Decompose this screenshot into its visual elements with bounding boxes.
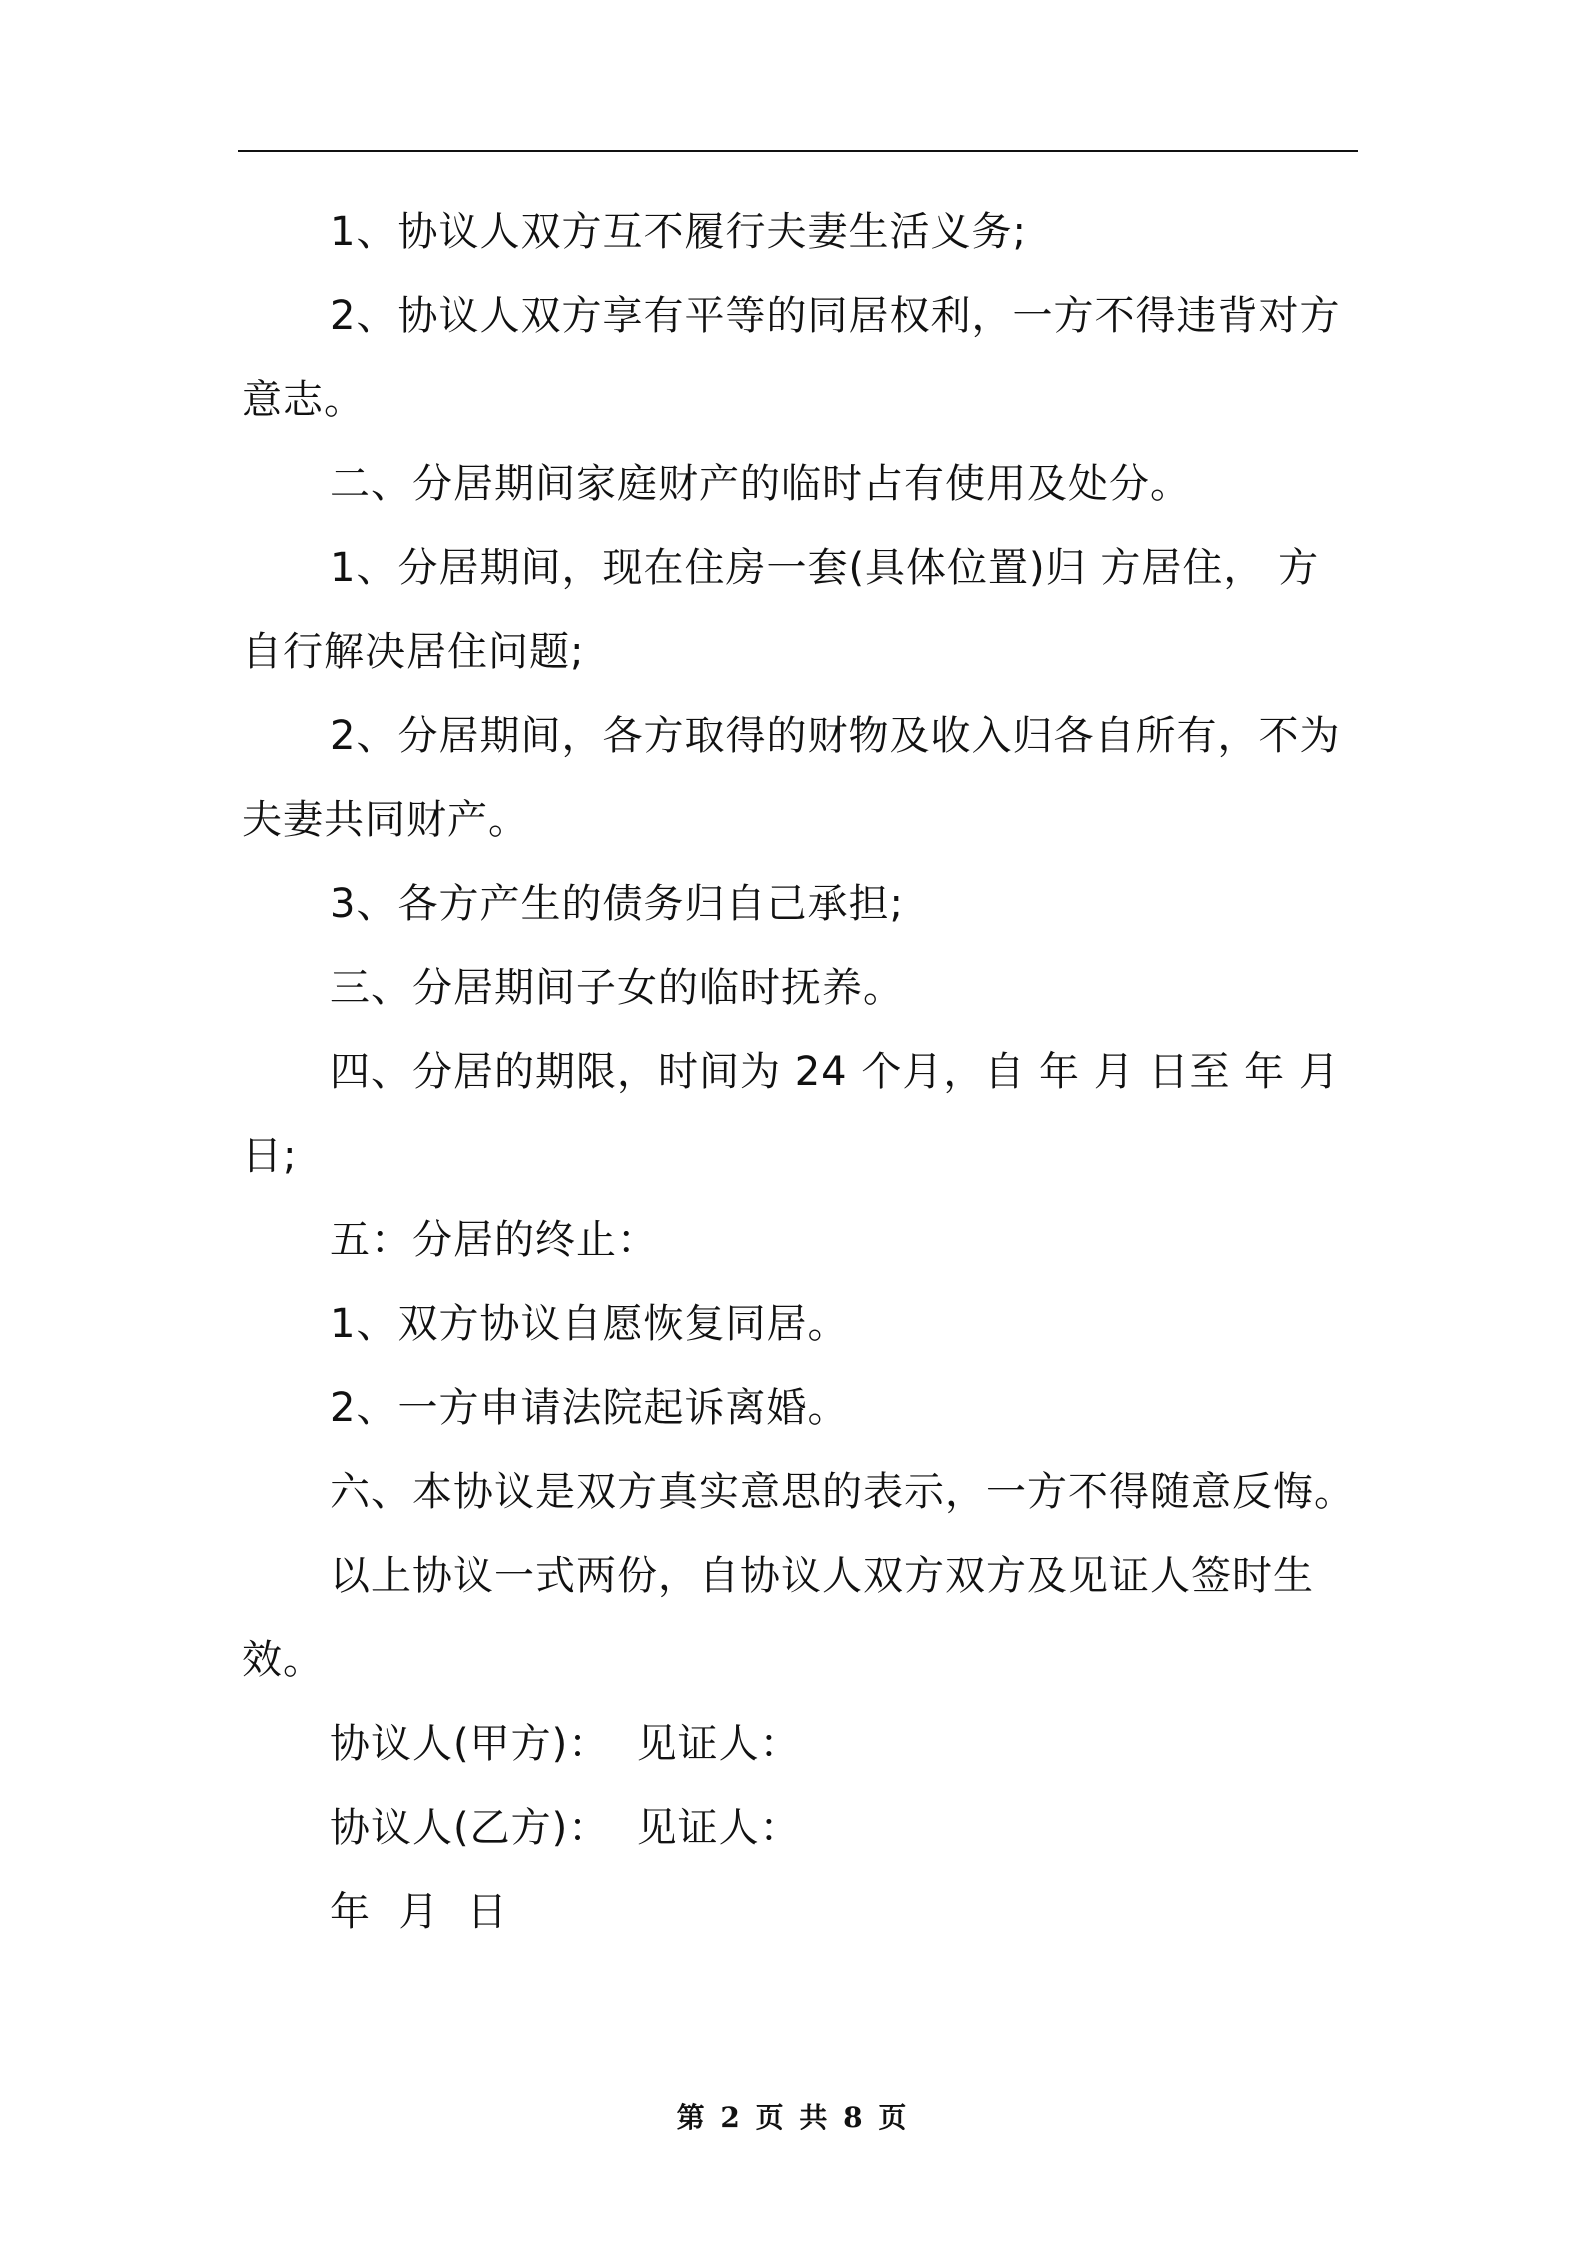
section-heading: 五：分居的终止： <box>330 1217 658 1263</box>
agreement-body <box>242 190 1358 1954</box>
header-divider <box>238 150 1358 152</box>
section-heading: 四、分居的期限，时间为 24 个月，自 年 月 日至 年 月日; <box>242 1049 1340 1179</box>
section-heading: 二、分居期间家庭财产的临时占有使用及处分。 <box>330 461 1191 507</box>
clause-paragraph: 2、分居期间，各方取得的财物及收入归各自所有，不为夫妻共同财产。 <box>242 713 1341 843</box>
signature-line-party-b: 协议人(乙方)： 见证人： <box>330 1805 801 1851</box>
clause-paragraph: 2、一方申请法院起诉离婚。 <box>330 1385 849 1431</box>
clause-paragraph: 2、协议人双方享有平等的同居权利，一方不得违背对方意志。 <box>242 293 1341 423</box>
clause-paragraph: 1、分居期间，现在住房一套(具体位置)归 方居住， 方自行解决居住问题; <box>242 545 1320 675</box>
signature-date-line: 年 月 日 <box>330 1889 508 1935</box>
clause-paragraph: 3、各方产生的债务归自己承担; <box>330 881 904 927</box>
section-heading: 三、分居期间子女的临时抚养。 <box>330 965 904 1011</box>
section-heading: 六、本协议是双方真实意思的表示，一方不得随意反悔。 <box>330 1469 1355 1515</box>
clause-paragraph: 1、协议人双方互不履行夫妻生活义务; <box>330 209 1027 255</box>
page-number: 第 2 页 共 8 页 <box>676 2101 910 2134</box>
closing-paragraph: 以上协议一式两份，自协议人双方双方及见证人签时生效。 <box>242 1553 1314 1683</box>
signature-line-party-a: 协议人(甲方)： 见证人： <box>330 1721 801 1767</box>
clause-paragraph: 1、双方协议自愿恢复同居。 <box>330 1301 849 1347</box>
